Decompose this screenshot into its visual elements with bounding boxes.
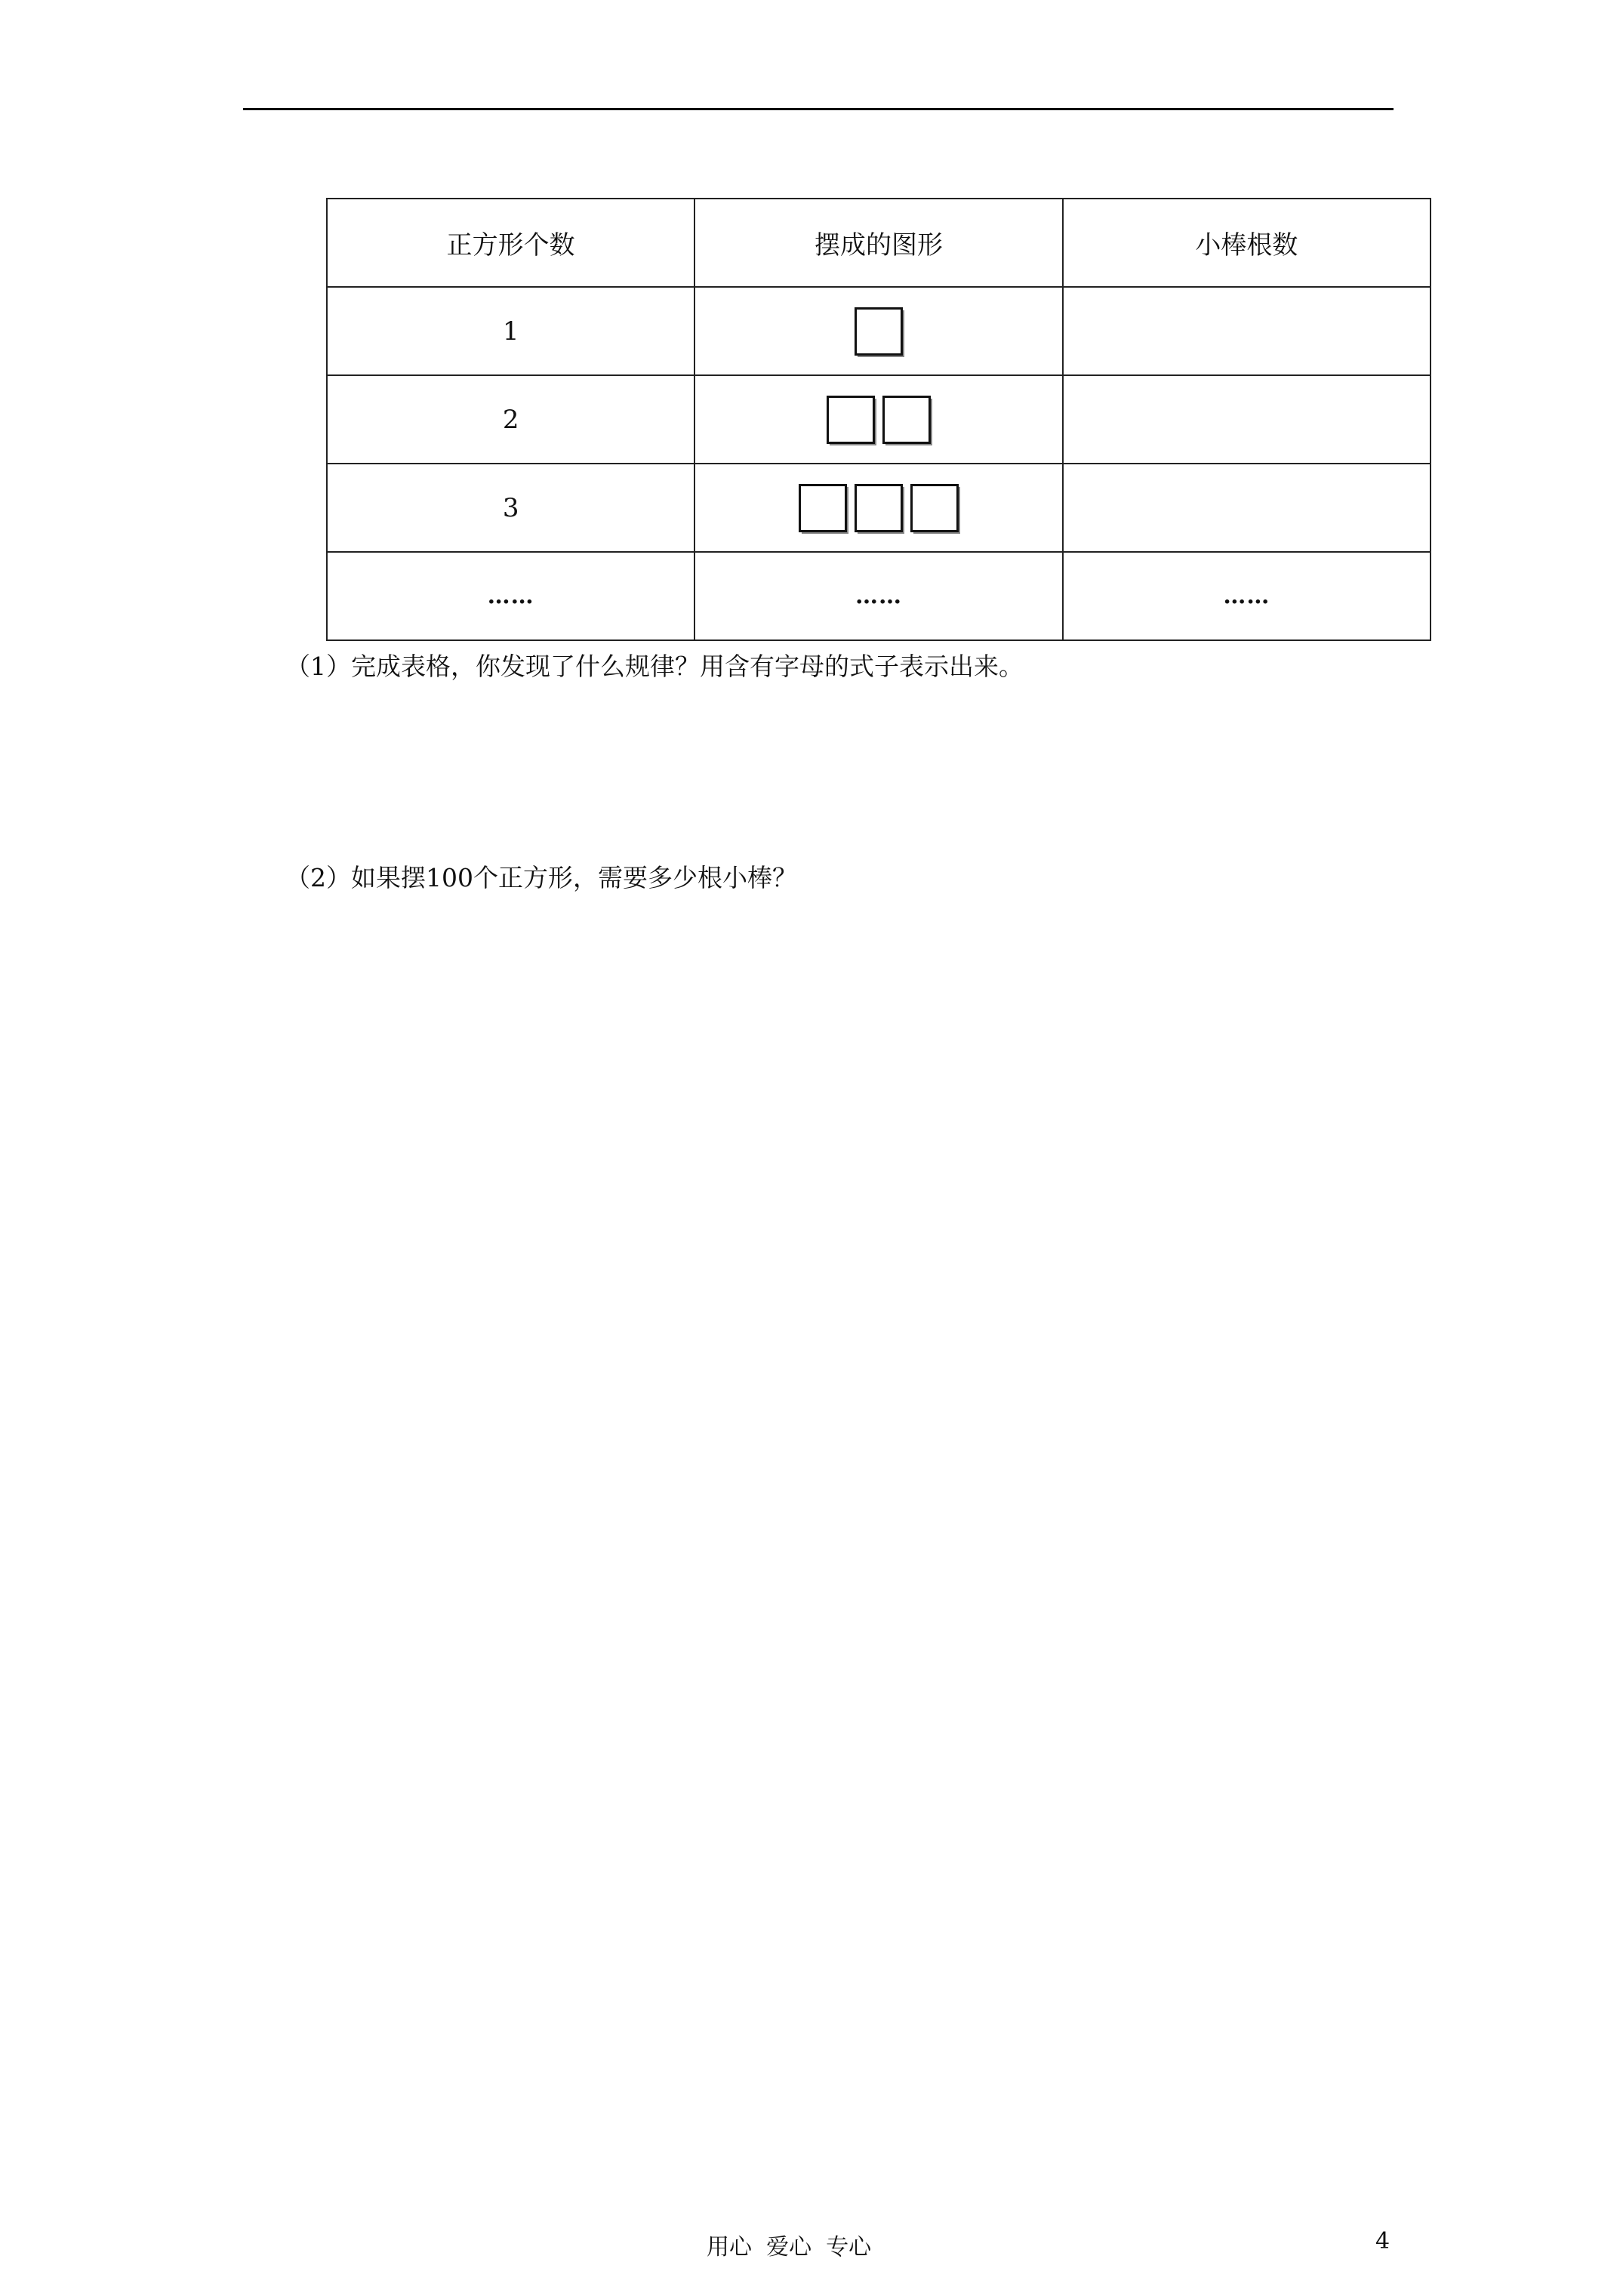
square-shape xyxy=(910,484,959,532)
footer-motto: 用心 爱心 专心 xyxy=(707,2234,872,2261)
figure-cell xyxy=(694,287,1062,375)
stick-count-cell[interactable] xyxy=(1063,287,1431,375)
question-2: （2）如果摆100个正方形，需要多少根小棒？ xyxy=(285,863,797,892)
square-figure xyxy=(799,484,959,532)
table-row xyxy=(327,464,1431,552)
figure-cell xyxy=(694,375,1062,464)
square-count-cell: 2 xyxy=(327,375,694,464)
ellipsis-cell: …… xyxy=(694,552,1062,640)
square-count-cell: 1 xyxy=(327,287,694,375)
table-row xyxy=(327,287,1431,375)
stick-count-cell[interactable] xyxy=(1063,375,1431,464)
table-header-row xyxy=(327,199,1431,287)
question-1: （1）完成表格，你发现了什么规律？用含有字母的式子表示出来。 xyxy=(285,652,1024,681)
table-row xyxy=(327,375,1431,464)
square-shape xyxy=(827,396,875,444)
square-shape xyxy=(799,484,847,532)
square-shape xyxy=(882,396,931,444)
header-square-count: 正方形个数 xyxy=(327,199,694,287)
ellipsis-cell: …… xyxy=(1063,552,1431,640)
header-figure: 摆成的图形 xyxy=(694,199,1062,287)
squares-sticks-table xyxy=(326,198,1431,641)
ellipsis-cell: …… xyxy=(327,552,694,640)
square-count-cell: 3 xyxy=(327,464,694,552)
header-stick-count: 小棒根数 xyxy=(1063,199,1431,287)
figure-cell xyxy=(694,464,1062,552)
table-ellipsis-row xyxy=(327,552,1431,640)
stick-count-cell[interactable] xyxy=(1063,464,1431,552)
header-rule xyxy=(243,108,1394,110)
page-number: 4 xyxy=(1375,2228,1390,2254)
square-shape xyxy=(855,484,903,532)
square-figure xyxy=(855,307,903,356)
square-shape xyxy=(855,307,903,356)
square-figure xyxy=(827,396,931,444)
